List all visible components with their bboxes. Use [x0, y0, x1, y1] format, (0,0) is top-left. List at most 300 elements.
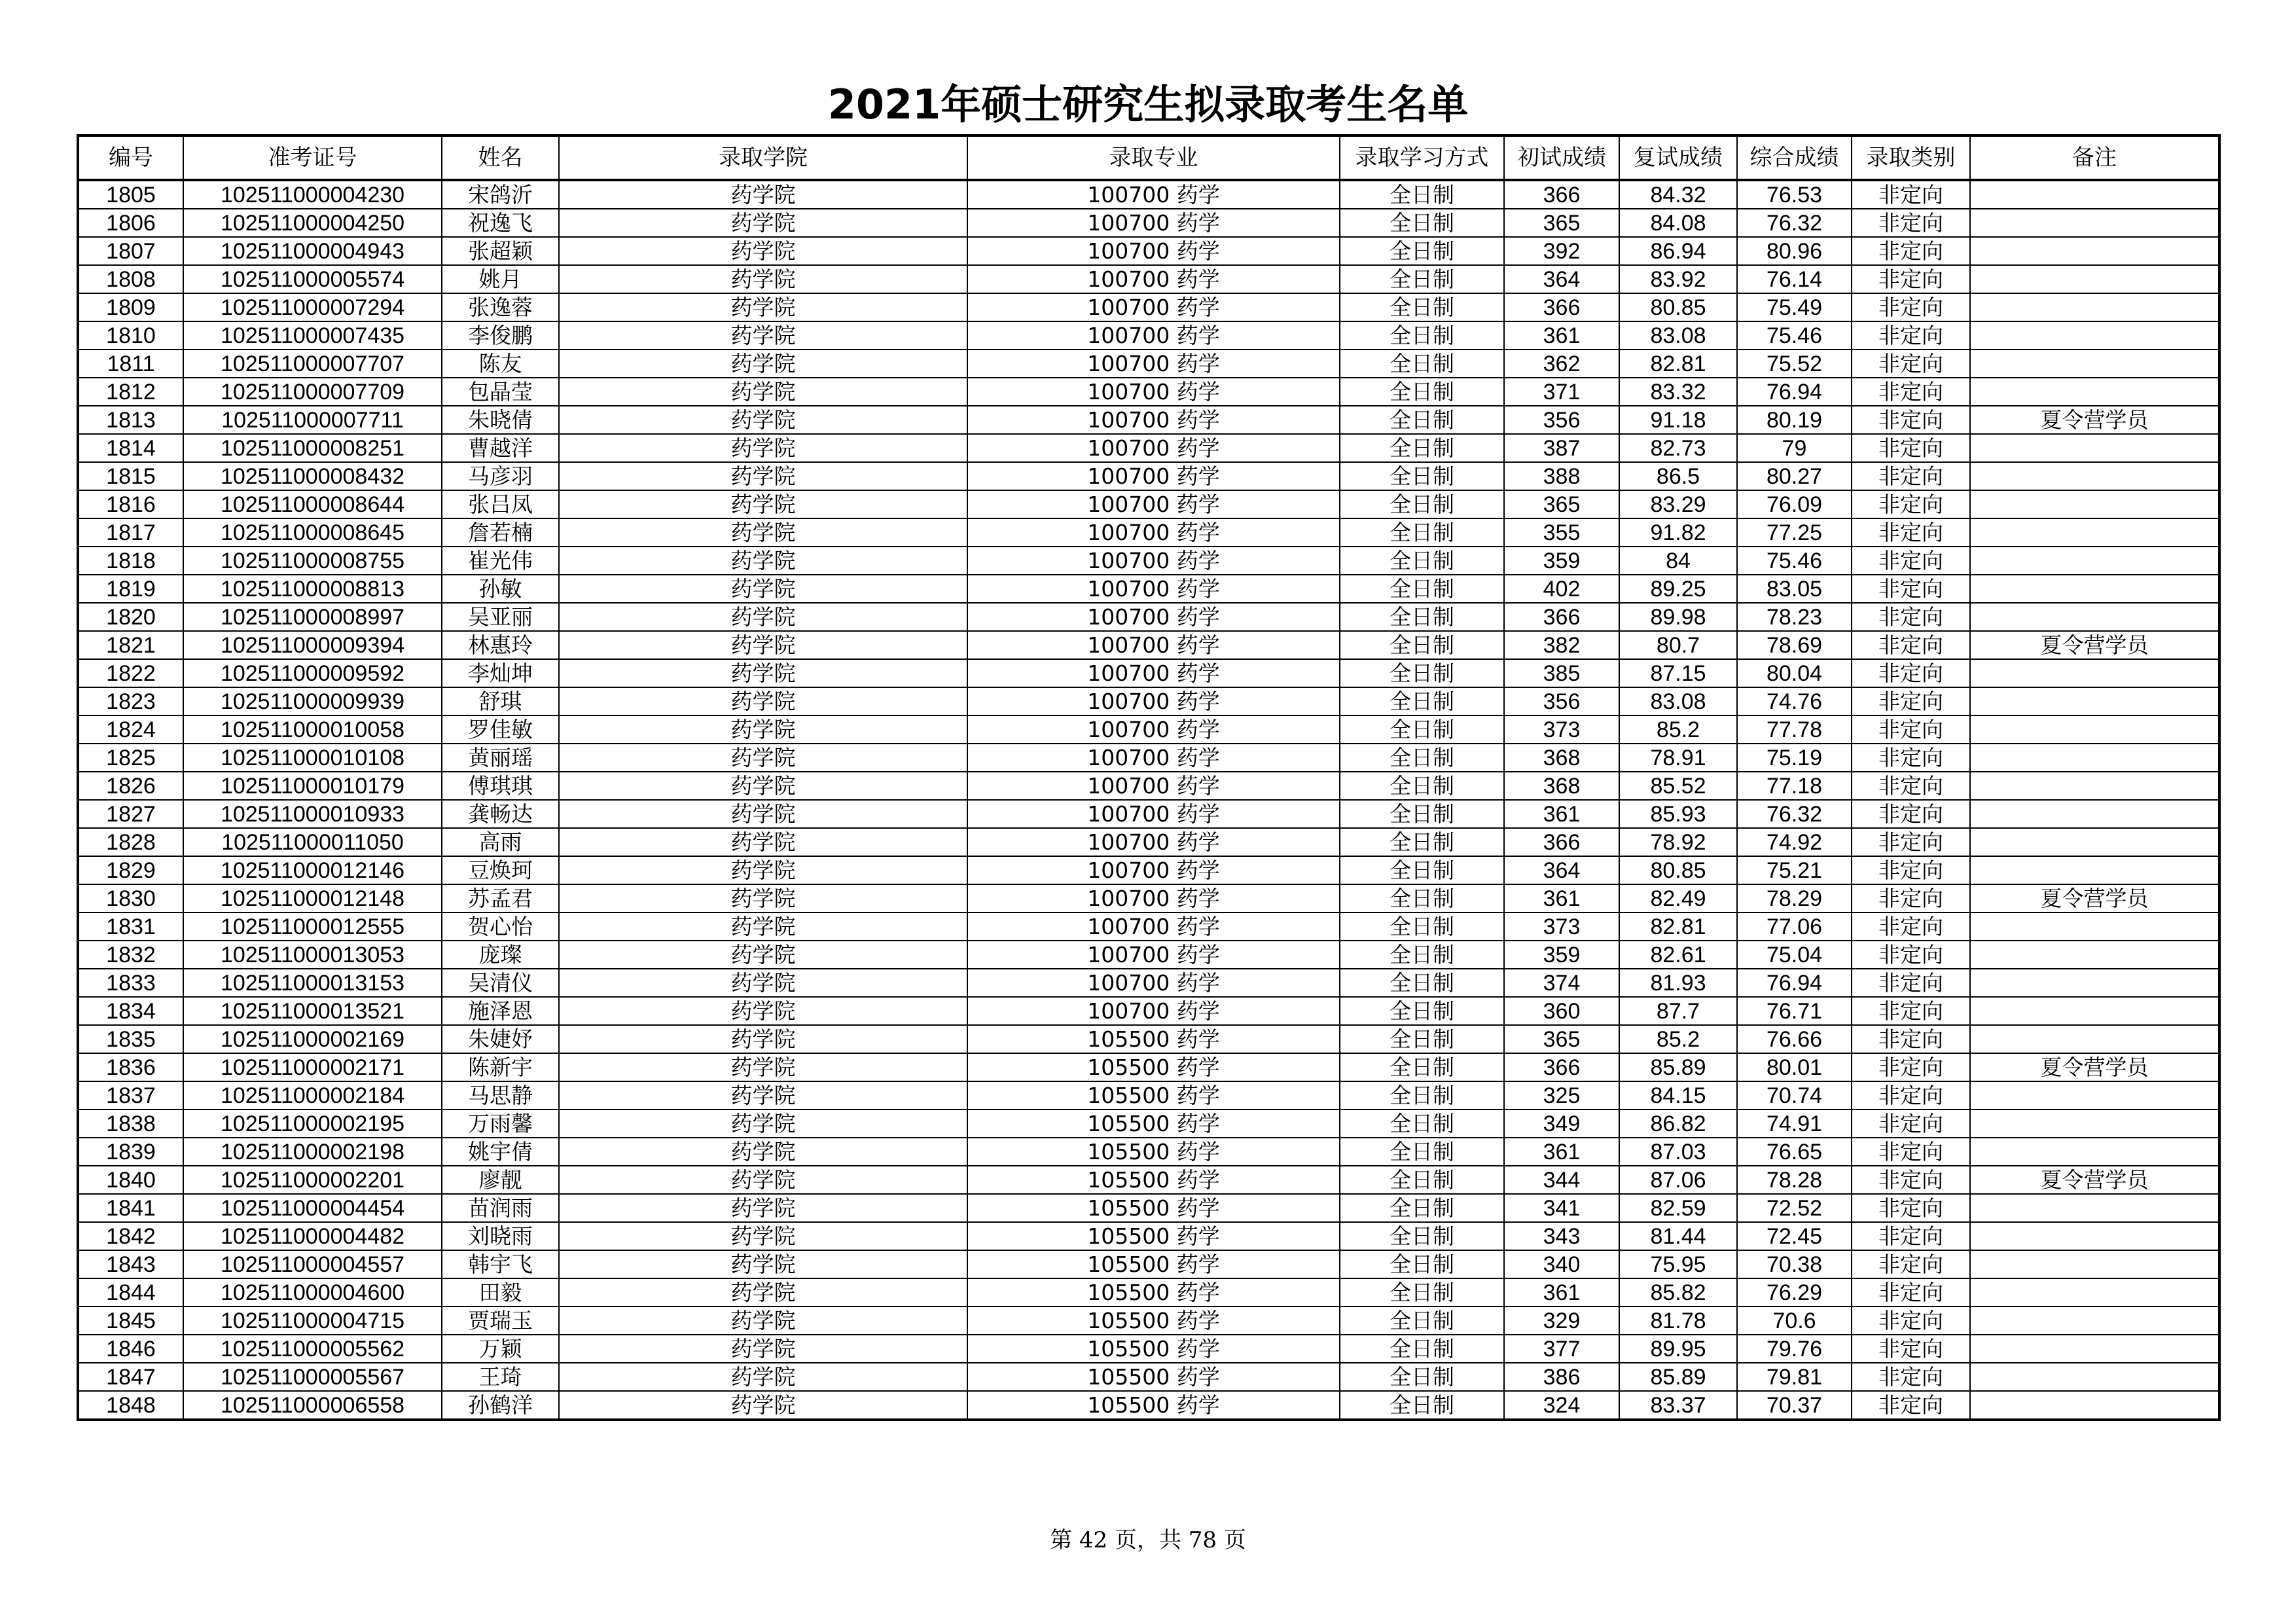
retest-score-cell: 87.15: [1619, 659, 1737, 687]
major-cell: 100700 药学: [967, 547, 1340, 575]
retest-score-cell: 89.25: [1619, 575, 1737, 603]
category-cell: 非定向: [1852, 237, 1970, 265]
retest-score-cell: 78.92: [1619, 828, 1737, 856]
retest-score-cell: 89.98: [1619, 603, 1737, 631]
total-score-cell: 79.81: [1737, 1363, 1852, 1391]
initial-score-cell: 392: [1504, 237, 1619, 265]
remarks-cell: [1970, 547, 2219, 575]
study-mode-cell: 全日制: [1340, 265, 1504, 293]
remarks-cell: [1970, 265, 2219, 293]
major-cell: 100700 药学: [967, 462, 1340, 490]
category-cell: 非定向: [1852, 772, 1970, 800]
initial-score-cell: 387: [1504, 434, 1619, 462]
category-cell: 非定向: [1852, 1278, 1970, 1307]
major-cell: 100700 药学: [967, 659, 1340, 687]
exam-id-cell: 102511000007435: [183, 321, 442, 350]
remarks-cell: [1970, 237, 2219, 265]
serial-cell: 1835: [78, 1025, 183, 1053]
exam-id-cell: 102511000008645: [183, 518, 442, 547]
category-cell: 非定向: [1852, 603, 1970, 631]
name-cell: 万颖: [442, 1335, 559, 1363]
exam-id-cell: 102511000004557: [183, 1250, 442, 1278]
major-cell: 105500 药学: [967, 1307, 1340, 1335]
college-cell: 药学院: [559, 378, 967, 406]
table-row: [78, 1250, 2219, 1278]
college-cell: 药学院: [559, 209, 967, 237]
name-cell: 李俊鹏: [442, 321, 559, 350]
exam-id-cell: 102511000010058: [183, 715, 442, 744]
major-cell: 105500 药学: [967, 1250, 1340, 1278]
column-header-serial: 编号: [78, 135, 183, 180]
serial-cell: 1831: [78, 912, 183, 941]
initial-score-cell: 325: [1504, 1081, 1619, 1110]
name-cell: 王琦: [442, 1363, 559, 1391]
initial-score-cell: 365: [1504, 209, 1619, 237]
serial-cell: 1832: [78, 941, 183, 969]
major-cell: 105500 药学: [967, 1110, 1340, 1138]
category-cell: 非定向: [1852, 912, 1970, 941]
study-mode-cell: 全日制: [1340, 547, 1504, 575]
initial-score-cell: 356: [1504, 687, 1619, 715]
initial-score-cell: 388: [1504, 462, 1619, 490]
initial-score-cell: 364: [1504, 265, 1619, 293]
major-cell: 100700 药学: [967, 969, 1340, 997]
name-cell: 姚宇倩: [442, 1138, 559, 1166]
name-cell: 傅琪琪: [442, 772, 559, 800]
retest-score-cell: 91.82: [1619, 518, 1737, 547]
remarks-cell: [1970, 1110, 2219, 1138]
exam-id-cell: 102511000008813: [183, 575, 442, 603]
study-mode-cell: 全日制: [1340, 1025, 1504, 1053]
remarks-cell: 夏令营学员: [1970, 884, 2219, 912]
study-mode-cell: 全日制: [1340, 941, 1504, 969]
total-score-cell: 77.25: [1737, 518, 1852, 547]
name-cell: 朱晓倩: [442, 406, 559, 434]
study-mode-cell: 全日制: [1340, 772, 1504, 800]
serial-cell: 1806: [78, 209, 183, 237]
study-mode-cell: 全日制: [1340, 1363, 1504, 1391]
remarks-cell: [1970, 659, 2219, 687]
total-score-cell: 77.18: [1737, 772, 1852, 800]
name-cell: 龚畅达: [442, 800, 559, 828]
exam-id-cell: 102511000002195: [183, 1110, 442, 1138]
table-row: [78, 350, 2219, 378]
total-score-cell: 80.01: [1737, 1053, 1852, 1081]
serial-cell: 1805: [78, 180, 183, 209]
total-score-cell: 78.28: [1737, 1166, 1852, 1194]
table-row: [78, 1335, 2219, 1363]
remarks-cell: [1970, 1081, 2219, 1110]
serial-cell: 1811: [78, 350, 183, 378]
serial-cell: 1846: [78, 1335, 183, 1363]
category-cell: 非定向: [1852, 1110, 1970, 1138]
college-cell: 药学院: [559, 1194, 967, 1222]
column-header-category: 录取类别: [1852, 135, 1970, 180]
retest-score-cell: 82.73: [1619, 434, 1737, 462]
college-cell: 药学院: [559, 744, 967, 772]
retest-score-cell: 86.94: [1619, 237, 1737, 265]
serial-cell: 1845: [78, 1307, 183, 1335]
college-cell: 药学院: [559, 856, 967, 884]
initial-score-cell: 359: [1504, 547, 1619, 575]
category-cell: 非定向: [1852, 209, 1970, 237]
college-cell: 药学院: [559, 772, 967, 800]
remarks-cell: [1970, 1391, 2219, 1420]
college-cell: 药学院: [559, 1110, 967, 1138]
exam-id-cell: 102511000002198: [183, 1138, 442, 1166]
college-cell: 药学院: [559, 1166, 967, 1194]
exam-id-cell: 102511000012148: [183, 884, 442, 912]
study-mode-cell: 全日制: [1340, 687, 1504, 715]
initial-score-cell: 362: [1504, 350, 1619, 378]
category-cell: 非定向: [1852, 884, 1970, 912]
retest-score-cell: 84.08: [1619, 209, 1737, 237]
name-cell: 庞璨: [442, 941, 559, 969]
major-cell: 100700 药学: [967, 912, 1340, 941]
major-cell: 105500 药学: [967, 1278, 1340, 1307]
exam-id-cell: 102511000008755: [183, 547, 442, 575]
retest-score-cell: 85.93: [1619, 800, 1737, 828]
study-mode-cell: 全日制: [1340, 350, 1504, 378]
college-cell: 药学院: [559, 1222, 967, 1250]
table-row: [78, 997, 2219, 1025]
exam-id-cell: 102511000008644: [183, 490, 442, 518]
retest-score-cell: 85.89: [1619, 1363, 1737, 1391]
college-cell: 药学院: [559, 434, 967, 462]
total-score-cell: 83.05: [1737, 575, 1852, 603]
category-cell: 非定向: [1852, 1194, 1970, 1222]
category-cell: 非定向: [1852, 321, 1970, 350]
total-score-cell: 75.49: [1737, 293, 1852, 321]
retest-score-cell: 80.85: [1619, 856, 1737, 884]
table-row: [78, 1110, 2219, 1138]
remarks-cell: [1970, 941, 2219, 969]
category-cell: 非定向: [1852, 800, 1970, 828]
name-cell: 苏孟君: [442, 884, 559, 912]
retest-score-cell: 80.85: [1619, 293, 1737, 321]
study-mode-cell: 全日制: [1340, 800, 1504, 828]
remarks-cell: 夏令营学员: [1970, 1166, 2219, 1194]
remarks-cell: [1970, 1250, 2219, 1278]
serial-cell: 1829: [78, 856, 183, 884]
initial-score-cell: 366: [1504, 293, 1619, 321]
initial-score-cell: 361: [1504, 321, 1619, 350]
initial-score-cell: 364: [1504, 856, 1619, 884]
exam-id-cell: 102511000006558: [183, 1391, 442, 1420]
table-row: [78, 547, 2219, 575]
remarks-cell: [1970, 209, 2219, 237]
serial-cell: 1813: [78, 406, 183, 434]
retest-score-cell: 82.49: [1619, 884, 1737, 912]
remarks-cell: 夏令营学员: [1970, 406, 2219, 434]
initial-score-cell: 360: [1504, 997, 1619, 1025]
retest-score-cell: 91.18: [1619, 406, 1737, 434]
total-score-cell: 74.92: [1737, 828, 1852, 856]
name-cell: 李灿坤: [442, 659, 559, 687]
category-cell: 非定向: [1852, 828, 1970, 856]
study-mode-cell: 全日制: [1340, 659, 1504, 687]
exam-id-cell: 102511000004454: [183, 1194, 442, 1222]
serial-cell: 1823: [78, 687, 183, 715]
major-cell: 105500 药学: [967, 1222, 1340, 1250]
study-mode-cell: 全日制: [1340, 1110, 1504, 1138]
exam-id-cell: 102511000002184: [183, 1081, 442, 1110]
major-cell: 100700 药学: [967, 941, 1340, 969]
initial-score-cell: 365: [1504, 490, 1619, 518]
major-cell: 100700 药学: [967, 884, 1340, 912]
total-score-cell: 70.6: [1737, 1307, 1852, 1335]
total-score-cell: 76.94: [1737, 969, 1852, 997]
total-score-cell: 80.04: [1737, 659, 1852, 687]
name-cell: 施泽恩: [442, 997, 559, 1025]
column-header-major: 录取专业: [967, 135, 1340, 180]
exam-id-cell: 102511000013153: [183, 969, 442, 997]
serial-cell: 1826: [78, 772, 183, 800]
exam-id-cell: 102511000004600: [183, 1278, 442, 1307]
table-row: [78, 800, 2219, 828]
name-cell: 舒琪: [442, 687, 559, 715]
serial-cell: 1824: [78, 715, 183, 744]
college-cell: 药学院: [559, 659, 967, 687]
table-row: [78, 378, 2219, 406]
retest-score-cell: 89.95: [1619, 1335, 1737, 1363]
total-score-cell: 78.29: [1737, 884, 1852, 912]
total-score-cell: 78.69: [1737, 631, 1852, 659]
table-row: [78, 1307, 2219, 1335]
college-cell: 药学院: [559, 1025, 967, 1053]
college-cell: 药学院: [559, 1391, 967, 1420]
name-cell: 廖靓: [442, 1166, 559, 1194]
column-header-name: 姓名: [442, 135, 559, 180]
total-score-cell: 76.53: [1737, 180, 1852, 209]
initial-score-cell: 355: [1504, 518, 1619, 547]
study-mode-cell: 全日制: [1340, 1166, 1504, 1194]
college-cell: 药学院: [559, 293, 967, 321]
remarks-cell: [1970, 575, 2219, 603]
serial-cell: 1809: [78, 293, 183, 321]
retest-score-cell: 81.78: [1619, 1307, 1737, 1335]
category-cell: 非定向: [1852, 547, 1970, 575]
remarks-cell: [1970, 462, 2219, 490]
table-row: [78, 575, 2219, 603]
name-cell: 曹越洋: [442, 434, 559, 462]
major-cell: 100700 药学: [967, 180, 1340, 209]
study-mode-cell: 全日制: [1340, 912, 1504, 941]
retest-score-cell: 87.7: [1619, 997, 1737, 1025]
table-row: [78, 856, 2219, 884]
remarks-cell: [1970, 744, 2219, 772]
retest-score-cell: 86.5: [1619, 462, 1737, 490]
category-cell: 非定向: [1852, 631, 1970, 659]
major-cell: 100700 药学: [967, 744, 1340, 772]
study-mode-cell: 全日制: [1340, 575, 1504, 603]
total-score-cell: 72.52: [1737, 1194, 1852, 1222]
study-mode-cell: 全日制: [1340, 209, 1504, 237]
name-cell: 包晶莹: [442, 378, 559, 406]
name-cell: 张超颖: [442, 237, 559, 265]
retest-score-cell: 87.06: [1619, 1166, 1737, 1194]
total-score-cell: 74.91: [1737, 1110, 1852, 1138]
category-cell: 非定向: [1852, 293, 1970, 321]
column-header-study-mode: 录取学习方式: [1340, 135, 1504, 180]
college-cell: 药学院: [559, 490, 967, 518]
college-cell: 药学院: [559, 350, 967, 378]
major-cell: 100700 药学: [967, 603, 1340, 631]
category-cell: 非定向: [1852, 941, 1970, 969]
exam-id-cell: 102511000010179: [183, 772, 442, 800]
serial-cell: 1836: [78, 1053, 183, 1081]
total-score-cell: 70.37: [1737, 1391, 1852, 1420]
total-score-cell: 77.06: [1737, 912, 1852, 941]
exam-id-cell: 102511000005562: [183, 1335, 442, 1363]
category-cell: 非定向: [1852, 659, 1970, 687]
table-row: [78, 631, 2219, 659]
total-score-cell: 79: [1737, 434, 1852, 462]
initial-score-cell: 361: [1504, 884, 1619, 912]
serial-cell: 1838: [78, 1110, 183, 1138]
serial-cell: 1814: [78, 434, 183, 462]
college-cell: 药学院: [559, 321, 967, 350]
table-row: [78, 828, 2219, 856]
study-mode-cell: 全日制: [1340, 744, 1504, 772]
name-cell: 朱婕妤: [442, 1025, 559, 1053]
college-cell: 药学院: [559, 1138, 967, 1166]
major-cell: 105500 药学: [967, 1363, 1340, 1391]
major-cell: 100700 药学: [967, 575, 1340, 603]
category-cell: 非定向: [1852, 180, 1970, 209]
major-cell: 100700 药学: [967, 434, 1340, 462]
serial-cell: 1841: [78, 1194, 183, 1222]
initial-score-cell: 329: [1504, 1307, 1619, 1335]
major-cell: 100700 药学: [967, 856, 1340, 884]
retest-score-cell: 84.15: [1619, 1081, 1737, 1110]
college-cell: 药学院: [559, 1250, 967, 1278]
major-cell: 100700 药学: [967, 321, 1340, 350]
remarks-cell: [1970, 350, 2219, 378]
table-row: [78, 209, 2219, 237]
serial-cell: 1822: [78, 659, 183, 687]
study-mode-cell: 全日制: [1340, 1391, 1504, 1420]
table-row: [78, 1081, 2219, 1110]
college-cell: 药学院: [559, 884, 967, 912]
table-row: [78, 603, 2219, 631]
study-mode-cell: 全日制: [1340, 518, 1504, 547]
category-cell: 非定向: [1852, 406, 1970, 434]
total-score-cell: 70.38: [1737, 1250, 1852, 1278]
major-cell: 105500 药学: [967, 1053, 1340, 1081]
name-cell: 吴亚丽: [442, 603, 559, 631]
name-cell: 贺心怡: [442, 912, 559, 941]
total-score-cell: 75.21: [1737, 856, 1852, 884]
major-cell: 100700 药学: [967, 518, 1340, 547]
total-score-cell: 77.78: [1737, 715, 1852, 744]
category-cell: 非定向: [1852, 1363, 1970, 1391]
page-title: 2021年硕士研究生拟录取考生名单: [827, 81, 1469, 128]
study-mode-cell: 全日制: [1340, 321, 1504, 350]
study-mode-cell: 全日制: [1340, 1138, 1504, 1166]
major-cell: 100700 药学: [967, 997, 1340, 1025]
remarks-cell: [1970, 378, 2219, 406]
initial-score-cell: 366: [1504, 180, 1619, 209]
table-row: [78, 434, 2219, 462]
serial-cell: 1808: [78, 265, 183, 293]
major-cell: 105500 药学: [967, 1081, 1340, 1110]
serial-cell: 1825: [78, 744, 183, 772]
column-header-retest-score: 复试成绩: [1619, 135, 1737, 180]
serial-cell: 1820: [78, 603, 183, 631]
retest-score-cell: 85.89: [1619, 1053, 1737, 1081]
major-cell: 100700 药学: [967, 293, 1340, 321]
category-cell: 非定向: [1852, 1250, 1970, 1278]
table-row: [78, 265, 2219, 293]
name-cell: 詹若楠: [442, 518, 559, 547]
serial-cell: 1847: [78, 1363, 183, 1391]
major-cell: 100700 药学: [967, 715, 1340, 744]
table-header-row: [78, 135, 2219, 180]
college-cell: 药学院: [559, 518, 967, 547]
table-row: [78, 321, 2219, 350]
category-cell: 非定向: [1852, 1335, 1970, 1363]
major-cell: 105500 药学: [967, 1391, 1340, 1420]
exam-id-cell: 102511000002171: [183, 1053, 442, 1081]
retest-score-cell: 84.32: [1619, 180, 1737, 209]
initial-score-cell: 373: [1504, 912, 1619, 941]
name-cell: 田毅: [442, 1278, 559, 1307]
remarks-cell: [1970, 1138, 2219, 1166]
exam-id-cell: 102511000007294: [183, 293, 442, 321]
study-mode-cell: 全日制: [1340, 293, 1504, 321]
retest-score-cell: 80.7: [1619, 631, 1737, 659]
name-cell: 祝逸飞: [442, 209, 559, 237]
study-mode-cell: 全日制: [1340, 237, 1504, 265]
serial-cell: 1821: [78, 631, 183, 659]
total-score-cell: 80.27: [1737, 462, 1852, 490]
serial-cell: 1812: [78, 378, 183, 406]
total-score-cell: 76.32: [1737, 800, 1852, 828]
exam-id-cell: 102511000004715: [183, 1307, 442, 1335]
study-mode-cell: 全日制: [1340, 603, 1504, 631]
study-mode-cell: 全日制: [1340, 884, 1504, 912]
major-cell: 100700 药学: [967, 490, 1340, 518]
initial-score-cell: 361: [1504, 800, 1619, 828]
remarks-cell: [1970, 518, 2219, 547]
table-row: [78, 1194, 2219, 1222]
total-score-cell: 75.19: [1737, 744, 1852, 772]
major-cell: 105500 药学: [967, 1025, 1340, 1053]
initial-score-cell: 377: [1504, 1335, 1619, 1363]
exam-id-cell: 102511000007707: [183, 350, 442, 378]
total-score-cell: 76.65: [1737, 1138, 1852, 1166]
total-score-cell: 74.76: [1737, 687, 1852, 715]
study-mode-cell: 全日制: [1340, 969, 1504, 997]
exam-id-cell: 102511000002169: [183, 1025, 442, 1053]
table-row: [78, 1053, 2219, 1081]
initial-score-cell: 344: [1504, 1166, 1619, 1194]
major-cell: 105500 药学: [967, 1166, 1340, 1194]
serial-cell: 1840: [78, 1166, 183, 1194]
study-mode-cell: 全日制: [1340, 1307, 1504, 1335]
study-mode-cell: 全日制: [1340, 462, 1504, 490]
exam-id-cell: 102511000004482: [183, 1222, 442, 1250]
table-row: [78, 1363, 2219, 1391]
study-mode-cell: 全日制: [1340, 856, 1504, 884]
retest-score-cell: 85.52: [1619, 772, 1737, 800]
college-cell: 药学院: [559, 575, 967, 603]
table-row: [78, 237, 2219, 265]
retest-score-cell: 83.08: [1619, 321, 1737, 350]
name-cell: 张吕凤: [442, 490, 559, 518]
initial-score-cell: 349: [1504, 1110, 1619, 1138]
